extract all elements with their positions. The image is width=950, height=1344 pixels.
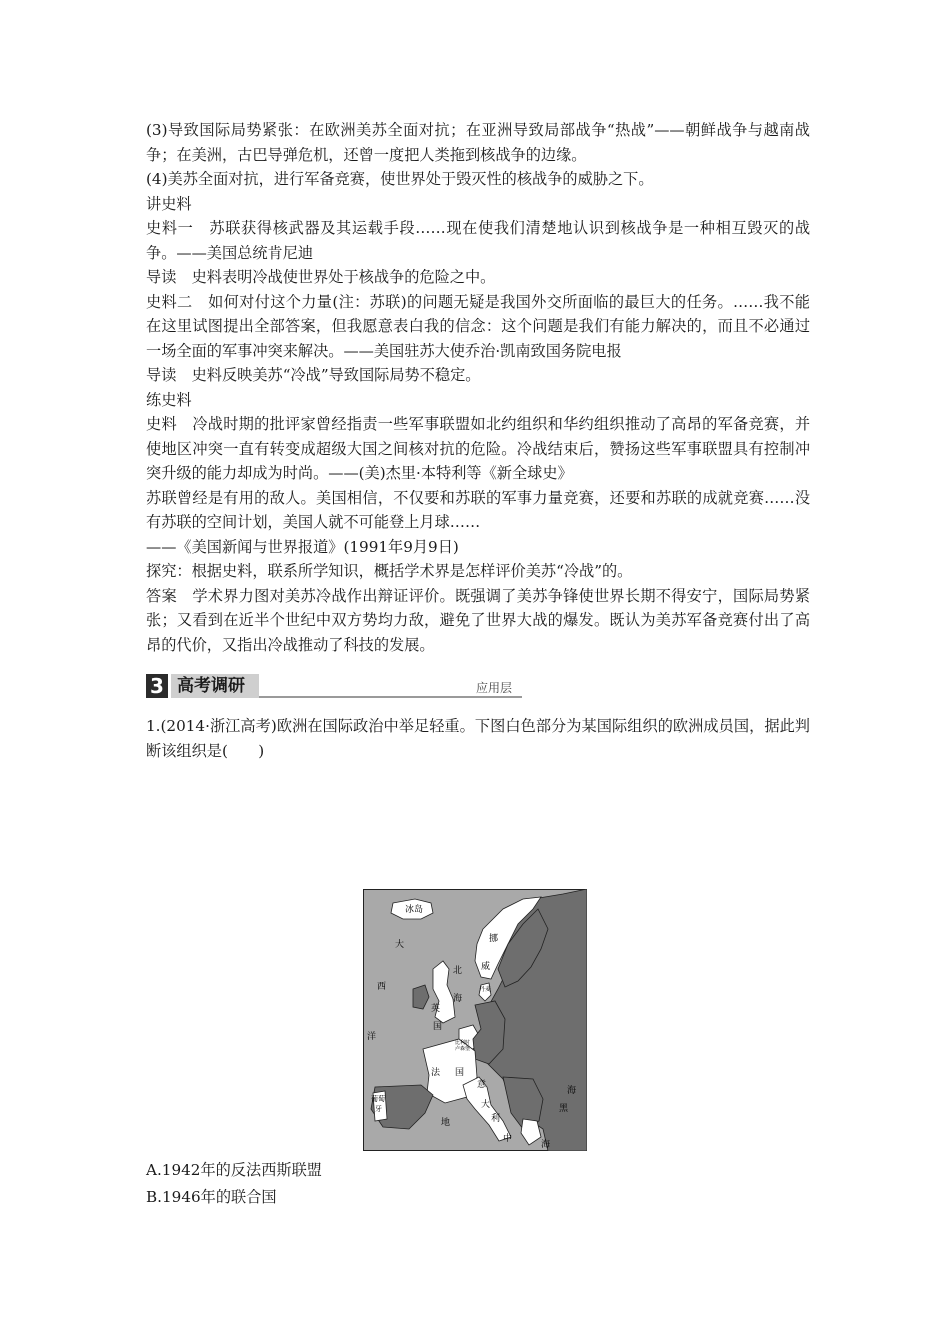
heading-lian-shiliao: 练史料 xyxy=(146,390,192,409)
practice-source-citation: ——《美国新闻与世界报道》(1991年9月9日) xyxy=(146,537,459,556)
inquiry: 探究：根据史料，联系所学知识，概括学术界是怎样评价美苏“冷战”的。 xyxy=(146,562,633,580)
guide-1: 导读 史料表明冷战使世界处于核战争的危险之中。 xyxy=(146,268,496,286)
map-label-lusenbao: 卢森堡 xyxy=(455,1046,471,1052)
source-1: 史料一 苏联获得核武器及其运载手段……现在使我们清楚地认识到核战争是一种相互毁灭的战争。——美国总统肯尼迪 xyxy=(146,219,810,262)
map-label-di: 地 xyxy=(441,1118,451,1128)
map-label-ya: 牙 xyxy=(375,1105,382,1113)
guide-2: 导读 史料反映美苏“冷战”导致国际局势不稳定。 xyxy=(146,366,481,384)
section-number: 3 xyxy=(146,674,168,698)
map-label-dan: 丹 xyxy=(479,986,486,993)
map-label-iceland: 冰岛 xyxy=(405,905,424,915)
source-2: 史料二 如何对付这个力量(注：苏联)的问题无疑是我国外交所面临的最巨大的任务。……我不能在这里试图提出全部答案，但我愿意表白我的信念：这个问题是我们有能力解决的，而且不必通过一场全面的军事冲突来解决。——美国驻苏大使乔治·凯南致国务院电报 xyxy=(146,292,810,360)
question-1: 1.(2014·浙江高考)欧洲在国际政治中举足轻重。下图白色部分为某国际组织的欧洲成员国，据此判断该组织是( ) xyxy=(146,717,810,760)
map-label-guo: 国 xyxy=(433,1022,443,1032)
heading-jiang-shiliao: 讲史料 xyxy=(146,194,192,213)
europe-map xyxy=(363,889,587,1151)
map-label-bilishi: 比利时 xyxy=(455,1040,471,1046)
map-label-putao: 葡萄 xyxy=(371,1095,385,1103)
map-label-xi: 西 xyxy=(377,982,387,992)
map-label-wei: 威 xyxy=(481,962,491,972)
map-label-da: 大 xyxy=(395,940,405,950)
section-header xyxy=(146,668,810,698)
section-underline xyxy=(259,696,522,698)
option-b: B.1946年的联合国 xyxy=(146,1188,277,1206)
europe-map-svg xyxy=(363,889,587,1151)
map-label-zhong: 中 xyxy=(503,1134,513,1144)
map-label-heihai1: 海 xyxy=(567,1086,577,1096)
map-label-mai: 麦 xyxy=(485,986,492,993)
answer: 答案 学术界力图对美苏冷战作出辩证评价。既强调了美苏争锋使世界长期不得安宁，国际局势紧张；又看到在近半个世纪中双方势均力敌，避免了世界大战的爆发。既认为美苏军备竞赛付出了高昂的代价，又指出冷战推动了科技的发展。 xyxy=(146,586,810,654)
map-label-yi: 意 xyxy=(477,1080,487,1090)
map-label-fa: 法 xyxy=(431,1068,441,1078)
paragraph-4: (4)美苏全面对抗，进行军备竞赛，使世界处于毁灭性的核战争的威胁之下。 xyxy=(146,170,654,188)
map-label-nuo: 挪 xyxy=(489,934,499,944)
map-label-faguo: 国 xyxy=(455,1068,465,1078)
section-tag: 应用层 xyxy=(476,681,513,695)
page-content xyxy=(146,118,810,763)
map-label-yang: 洋 xyxy=(367,1032,377,1042)
section-title: 高考调研 xyxy=(171,674,259,698)
paragraph-3: (3)导致国际局势紧张：在欧洲美苏全面对抗；在亚洲导致局部战争“热战”——朝鲜战争与越南战争；在美洲，古巴导弹危机，还曾一度把人类拖到核战争的边缘。 xyxy=(146,121,810,164)
practice-source: 史料 冷战时期的批评家曾经指责一些军事联盟如北约组织和华约组织推动了高昂的军备竞赛，并使地区冲突一直有转变成超级大国之间核对抗的危险。冷战结束后，赞扬这些军事联盟具有控制冲突升级的能力却成为时尚。——(美)杰里·本特利等《新全球史》 xyxy=(146,415,810,482)
map-label-da2: 大 xyxy=(481,1100,491,1110)
option-a: A.1942年的反法西斯联盟 xyxy=(146,1161,322,1179)
map-label-ying: 英 xyxy=(431,1004,441,1014)
practice-source-2: 苏联曾经是有用的敌人。美国相信，不仅要和苏联的军事力量竞赛，还要和苏联的成就竞赛……没有苏联的空间计划，美国人就不可能登上月球…… xyxy=(146,488,810,531)
map-label-hai2: 海 xyxy=(541,1140,551,1150)
map-label-bei: 北 xyxy=(453,966,463,976)
map-label-hai: 海 xyxy=(453,994,463,1004)
map-label-li: 利 xyxy=(491,1114,501,1124)
map-label-hei: 黑 xyxy=(559,1104,569,1114)
